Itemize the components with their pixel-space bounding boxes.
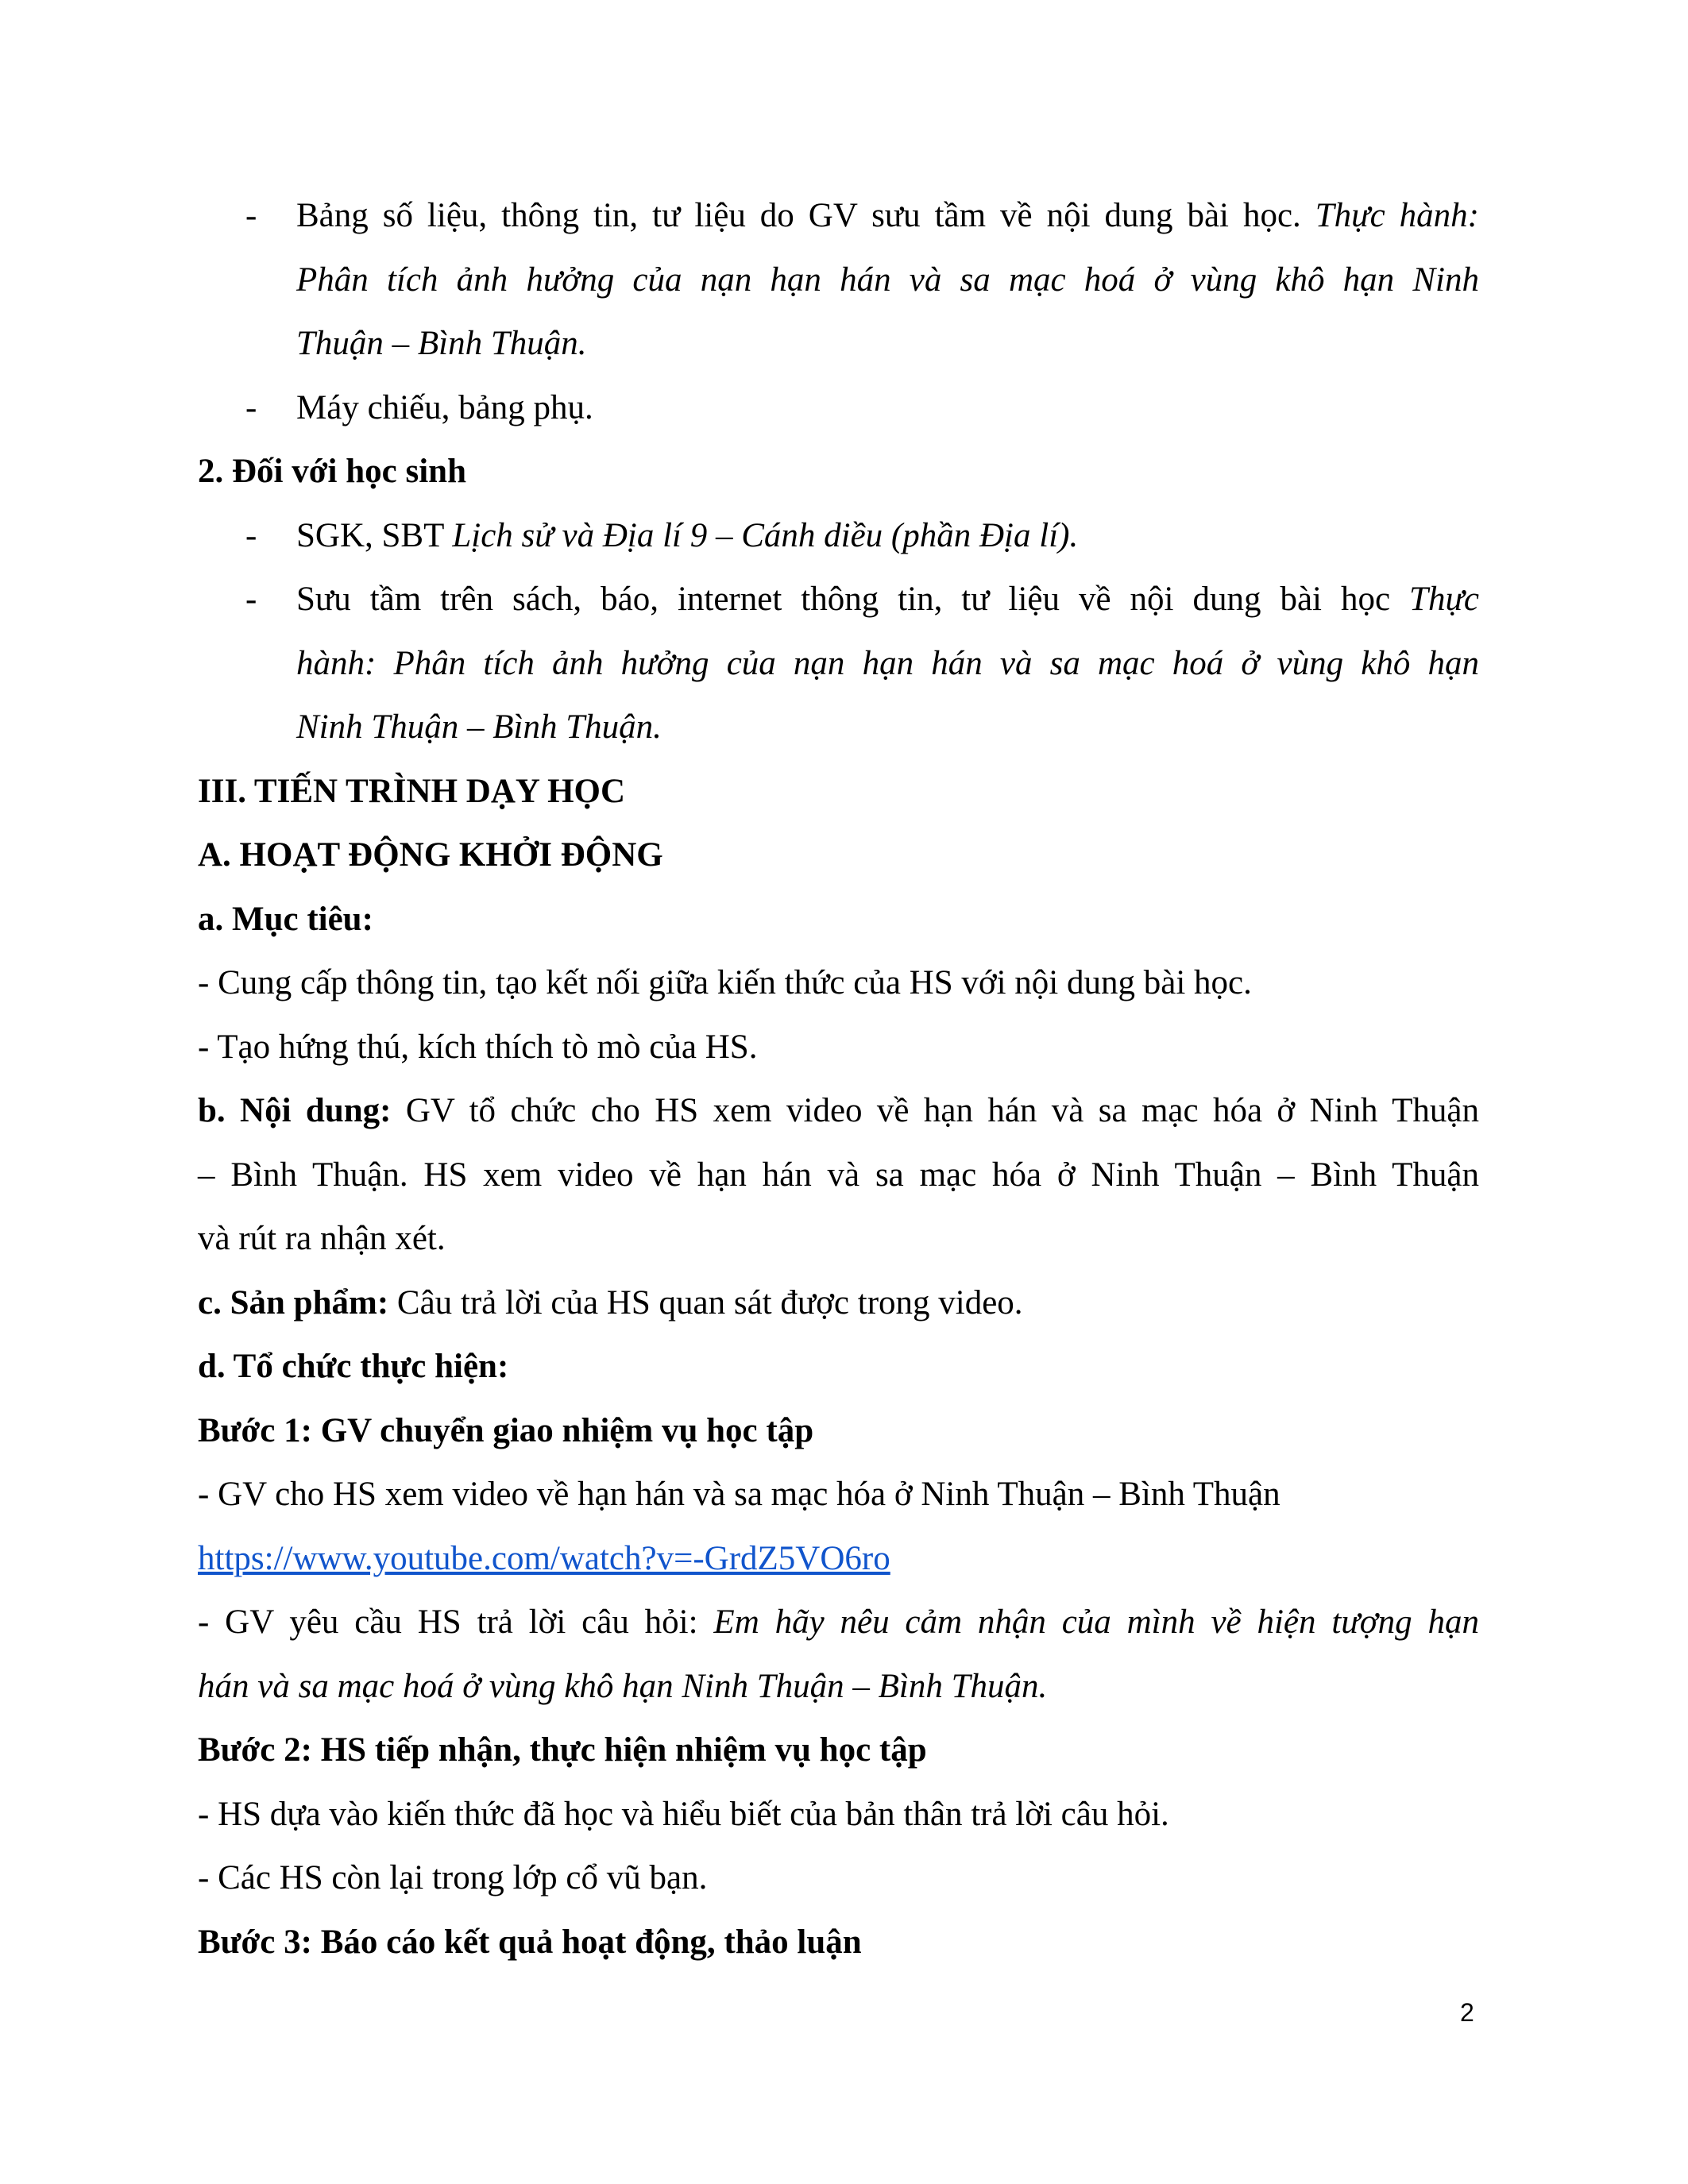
objective-item: - Tạo hứng thú, kích thích tò mò của HS. <box>198 1028 758 1066</box>
question-italic: Em hãy nêu cảm nhận của mình về hiện tượng hạn <box>713 1603 1480 1641</box>
dash-bullet: - <box>245 581 257 618</box>
organize-heading <box>198 1335 1479 1399</box>
dash-bullet: - <box>245 197 257 234</box>
heading-text: A. HOẠT ĐỘNG KHỞI ĐỘNG <box>198 836 663 874</box>
list-item-projector <box>198 376 1479 441</box>
list-item-text: Sưu tầm trên sách, báo, internet thông tin, tư liệu về nội dung bài học <box>296 581 1410 618</box>
list-item-continuation <box>198 696 1479 760</box>
list-item-teacher-materials-data <box>198 184 1479 249</box>
product-label: c. Sản phẩm: <box>198 1283 389 1322</box>
list-item-continuation <box>198 632 1479 696</box>
document-body <box>198 184 1479 1974</box>
step2-item: - Các HS còn lại trong lớp cổ vũ bạn. <box>198 1859 708 1897</box>
page-number: 2 <box>1460 1998 1474 2027</box>
step1-question-line <box>198 1655 1479 1719</box>
product-text: Câu trả lời của HS quan sát được trong video. <box>388 1283 1023 1322</box>
heading-text: a. Mục tiêu: <box>198 900 373 938</box>
heading-text: 2. Đối với học sinh <box>198 453 467 490</box>
list-item-continuation <box>198 312 1479 376</box>
objective-item: - Cung cấp thông tin, tạo kết nối giữa kiến thức của HS với nội dung bài học. <box>198 964 1252 1001</box>
book-title-italic: Lịch sử và Địa lí 9 – Cánh diều (phần Địa lí). <box>452 516 1079 554</box>
heading-text: III. TIẾN TRÌNH DẠY HỌC <box>198 772 626 810</box>
lesson-title-italic: Thực <box>1409 581 1479 618</box>
list-item-textbooks <box>198 504 1479 569</box>
list-item-text: Máy chiếu, bảng phụ. <box>296 388 593 426</box>
question-prefix: - GV yêu cầu HS trả lời câu hỏi: <box>198 1603 714 1641</box>
step2-heading <box>198 1719 1479 1783</box>
section-heading-teaching-process <box>198 760 1479 824</box>
list-item-text: SGK, SBT <box>296 516 453 554</box>
list-item-continuation <box>198 249 1479 313</box>
lesson-title-italic: Ninh Thuận – Bình Thuận. <box>296 708 662 746</box>
step1-item: - GV cho HS xem video về hạn hán và sa mạc hóa ở Ninh Thuận – Bình Thuận <box>198 1476 1280 1513</box>
heading-text: Bước 3: Báo cáo kết quả hoạt động, thảo luận <box>198 1923 862 1961</box>
content-paragraph-line: và rút ra nhận xét. <box>198 1220 446 1257</box>
list-item-research <box>198 568 1479 632</box>
dash-bullet: - <box>245 388 257 426</box>
video-link[interactable]: https://www.youtube.com/watch?v=-GrdZ5VO6ro <box>198 1539 890 1577</box>
content-label: b. Nội dung: <box>198 1092 392 1129</box>
product-paragraph <box>198 1271 1479 1336</box>
heading-text: Bước 2: HS tiếp nhận, thực hiện nhiệm vụ học tập <box>198 1731 927 1769</box>
content-paragraph-line <box>198 1079 1479 1144</box>
step1-heading <box>198 1399 1479 1464</box>
heading-text: d. Tổ chức thực hiện: <box>198 1348 509 1385</box>
lesson-title-italic: Phân tích ảnh hưởng của nạn hạn hán và sa mạc hoá ở vùng khô hạn Ninh <box>296 260 1479 299</box>
lesson-title-italic: Thực hành: <box>1315 197 1479 234</box>
step3-heading <box>198 1911 1479 1975</box>
lesson-title-italic: hành: Phân tích ảnh hưởng của nạn hạn hán và sa mạc hoá ở vùng khô hạn <box>296 644 1479 682</box>
step2-item: - HS dựa vào kiến thức đã học và hiểu biết của bản thân trả lời câu hỏi. <box>198 1795 1169 1833</box>
activity-heading <box>198 824 1479 888</box>
question-italic: hán và sa mạc hoá ở vùng khô hạn Ninh Thuận – Bình Thuận. <box>198 1667 1048 1705</box>
lesson-title-italic: Thuận – Bình Thuận. <box>296 325 587 362</box>
section-heading-students <box>198 440 1479 504</box>
dash-bullet: - <box>245 516 257 554</box>
step1-question-line <box>198 1591 1479 1655</box>
content-text: GV tổ chức cho HS xem video về hạn hán và sa mạc hóa ở Ninh Thuận <box>391 1092 1479 1129</box>
content-paragraph-line: – Bình Thuận. HS xem video về hạn hán và sa mạc hóa ở Ninh Thuận – Bình Thuận <box>198 1156 1479 1194</box>
list-item-text: Bảng số liệu, thông tin, tư liệu do GV sưu tầm về nội dung bài học. <box>296 197 1315 234</box>
step1-link-line <box>198 1527 1479 1592</box>
objective-heading <box>198 888 1479 952</box>
heading-text: Bước 1: GV chuyển giao nhiệm vụ học tập <box>198 1411 814 1449</box>
